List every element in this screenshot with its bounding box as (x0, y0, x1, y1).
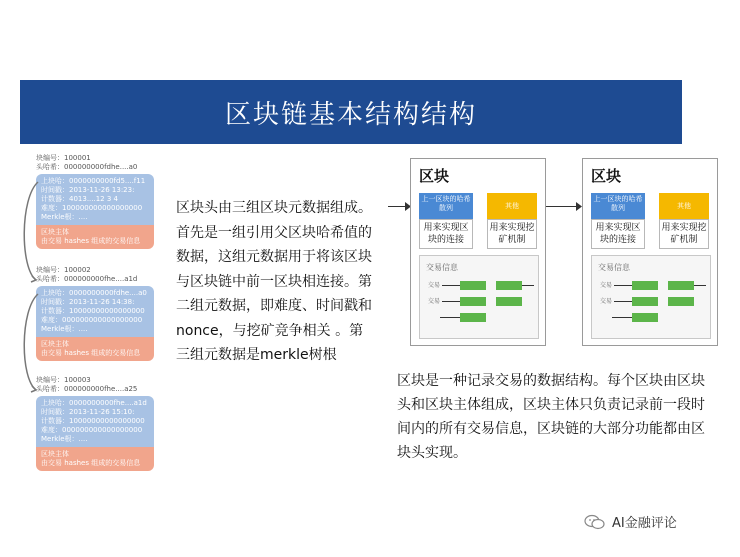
prev-hash-caption: 用来实现区块的连接 (591, 219, 645, 249)
transactions-title: 交易信息 (598, 263, 630, 272)
slide-title: 区块链基本结构结构 (224, 99, 477, 130)
left-description: 区块头由三组区块元数据组成。首先是一组引用父区块哈希值的数据，这组元数据用于将该区块与区块链中前一区块相连接。第二组元数据，即难度、时间戳和nonce，与挖矿竞争相关 。第三组元数据是merkle树根 (176, 200, 372, 363)
tx-node (632, 281, 658, 290)
tx-label: 交易 (428, 282, 441, 289)
block-meta: 块编号：100003 头哈希：000000000fhe....a25 (36, 376, 138, 393)
tx-label: 交易 (428, 298, 441, 305)
chain-block (26, 154, 156, 249)
footer-watermark (584, 512, 677, 531)
block-card (410, 158, 546, 346)
tx-label: 交易 (600, 298, 613, 305)
block-header: 上块哈：0000000000fdhe....a0 时间戳：2013-11-26 14:38: 计数器：10000000000000000 难度：000000000000000000 Merkle根：.... (36, 286, 154, 337)
chain-block (26, 376, 156, 471)
tx-node (632, 313, 658, 322)
block-body: 区块主体 由交易 hashes 组成的交易信息 (36, 337, 154, 361)
tx-node (460, 313, 486, 322)
transactions-panel (419, 255, 539, 339)
right-description: 区块是一种记录交易的数据结构。每个区块由区块头和区块主体组成，区块主体只负责记录前一段时间内的所有交易信息，区块链的大部分功能都由区块头实现。 (397, 373, 705, 461)
tx-label: 交易 (600, 282, 613, 289)
block-body: 区块主体 由交易 hashes 组成的交易信息 (36, 225, 154, 249)
tx-node (668, 281, 694, 290)
chain-link-arrow (24, 182, 38, 280)
block-body: 区块主体 由交易 hashes 组成的交易信息 (36, 447, 154, 471)
prev-hash-field: 上一区块的哈希散列 (419, 193, 473, 219)
chain-link-arrow (24, 294, 38, 390)
footer-text: AI金融评论 (612, 516, 677, 531)
block-title: 区块 (591, 167, 622, 185)
prev-hash-field: 上一区块的哈希散列 (591, 193, 645, 219)
slide-title-bar (20, 80, 682, 144)
other-field: 其他 (487, 193, 537, 219)
tx-node (460, 281, 486, 290)
chain-block (26, 266, 156, 361)
tx-node (460, 297, 486, 306)
other-caption: 用来实现挖矿机制 (487, 219, 537, 249)
chain-link-arrows (20, 168, 40, 398)
wechat-icon (584, 514, 606, 530)
tx-node (632, 297, 658, 306)
other-caption: 用来实现挖矿机制 (659, 219, 709, 249)
block-link-arrow (546, 206, 580, 207)
tx-node (496, 281, 522, 290)
transactions-title: 交易信息 (426, 263, 458, 272)
chain-diagram (26, 148, 152, 478)
block-header: 上块哈：0000000000fhe....a1d 时间戳：2013-11-26 15:10: 计数器：10000000000000000 难度：000000000000000000 Merkle根：.... (36, 396, 154, 447)
transactions-panel (591, 255, 711, 339)
block-card (582, 158, 718, 346)
other-field: 其他 (659, 193, 709, 219)
tx-node (668, 297, 694, 306)
block-meta: 块编号：100002 头哈希：000000000fhe....a1d (36, 266, 138, 283)
block-title: 区块 (419, 167, 450, 185)
prev-hash-caption: 用来实现区块的连接 (419, 219, 473, 249)
tx-node (496, 297, 522, 306)
block-meta: 块编号：100001 头哈希：000000000fdhe....a0 (36, 154, 138, 171)
block-header: 上块哈：0000000000fd5....f11 时间戳：2013-11-26 13:23: 计数器：4013....12 3 4 难度：100000000000000000 Merkle根：.... (36, 174, 154, 225)
